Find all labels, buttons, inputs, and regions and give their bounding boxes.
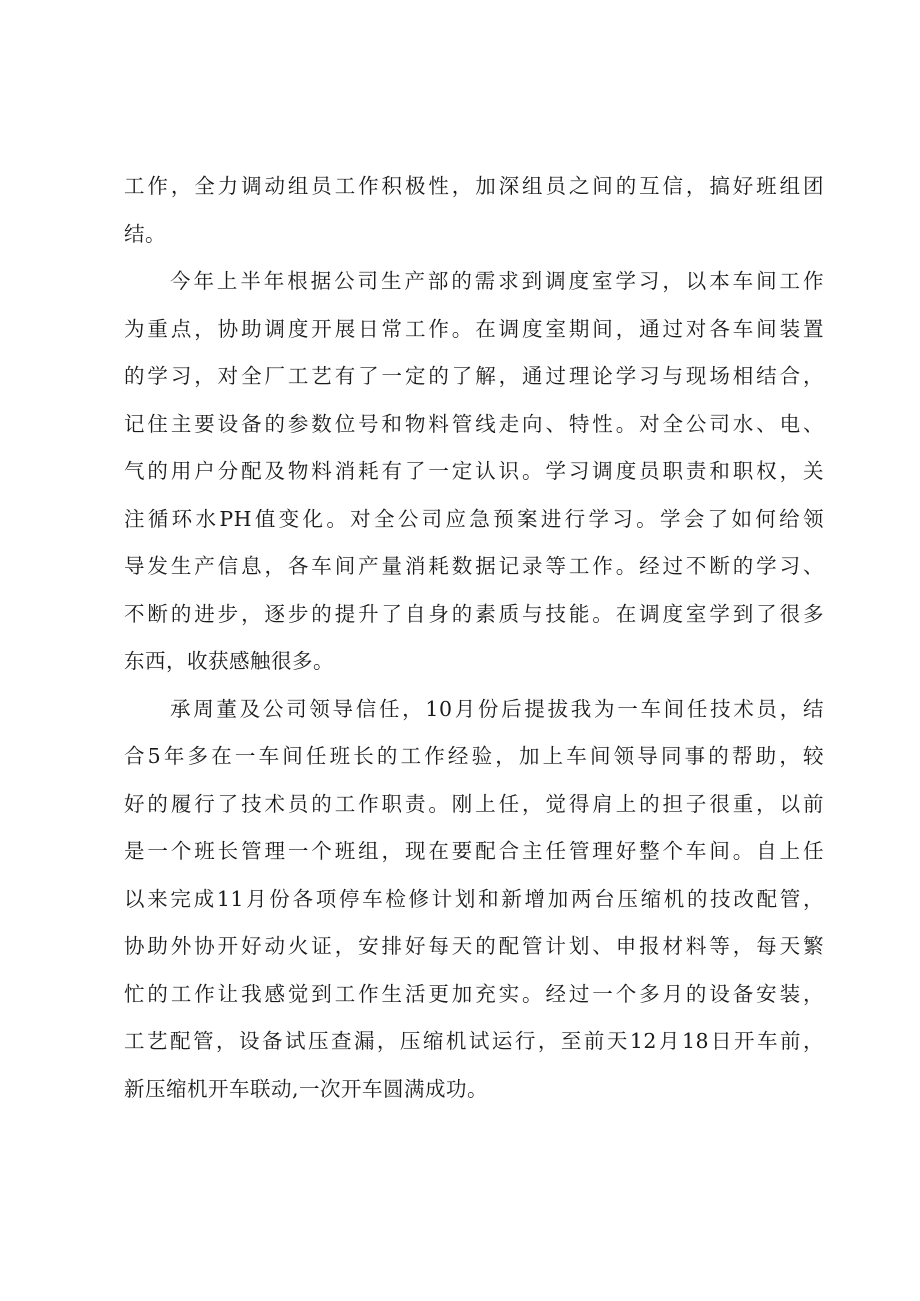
text-line: 工艺配管，设备试压查漏，压缩机试运行，至前天12月18日开车前， bbox=[124, 1029, 824, 1053]
text-line: 东西，收获感触很多。 bbox=[124, 649, 334, 673]
text-line: 的学习，对全厂工艺有了一定的了解，通过理论学习与现场相结合， bbox=[124, 364, 824, 388]
text-line: 合5年多在一车间任班长的工作经验，加上车间领导同事的帮助，较 bbox=[124, 744, 824, 768]
text-line: 新压缩机开车联动,一次开车圆满成功。 bbox=[124, 1076, 489, 1101]
document-body bbox=[124, 163, 824, 1113]
text-line: 气的用户分配及物料消耗有了一定认识。学习调度员职责和职权，关 bbox=[124, 459, 824, 483]
paragraph-2 bbox=[124, 258, 824, 686]
text-line: 不断的进步，逐步的提升了自身的素质与技能。在调度室学到了很多 bbox=[124, 601, 824, 626]
text-line: 好的履行了技术员的工作职责。刚上任，觉得肩上的担子很重，以前 bbox=[124, 791, 824, 816]
text-line: 协助外协开好动火证，安排好每天的配管计划、申报材料等，每天繁 bbox=[124, 934, 824, 958]
text-line: 为重点，协助调度开展日常工作。在调度室期间，通过对各车间装置 bbox=[124, 316, 824, 341]
paragraph-1 bbox=[124, 163, 824, 258]
text-line: 今年上半年根据公司生产部的需求到调度室学习，以本车间工作 bbox=[170, 269, 824, 293]
text-line: 以来完成11月份各项停车检修计划和新增加两台压缩机的技改配管， bbox=[124, 886, 824, 911]
text-line: 记住主要设备的参数位号和物料管线走向、特性。对全公司水、电、 bbox=[124, 411, 824, 436]
text-line: 忙的工作让我感觉到工作生活更加充实。经过一个多月的设备安装， bbox=[124, 981, 824, 1006]
text-line: 导发生产信息，各车间产量消耗数据记录等工作。经过不断的学习、 bbox=[124, 554, 824, 578]
paragraph-3 bbox=[124, 686, 824, 1114]
text-line: 结。 bbox=[124, 221, 166, 246]
text-line: 注循环水PH值变化。对全公司应急预案进行学习。学会了如何给领 bbox=[124, 506, 824, 531]
text-line: 承周董及公司领导信任，10月份后提拔我为一车间任技术员，结 bbox=[170, 696, 824, 721]
text-line: 是一个班长管理一个班组，现在要配合主任管理好整个车间。自上任 bbox=[124, 839, 824, 863]
text-line: 工作，全力调动组员工作积极性，加深组员之间的互信，搞好班组团 bbox=[124, 174, 824, 198]
